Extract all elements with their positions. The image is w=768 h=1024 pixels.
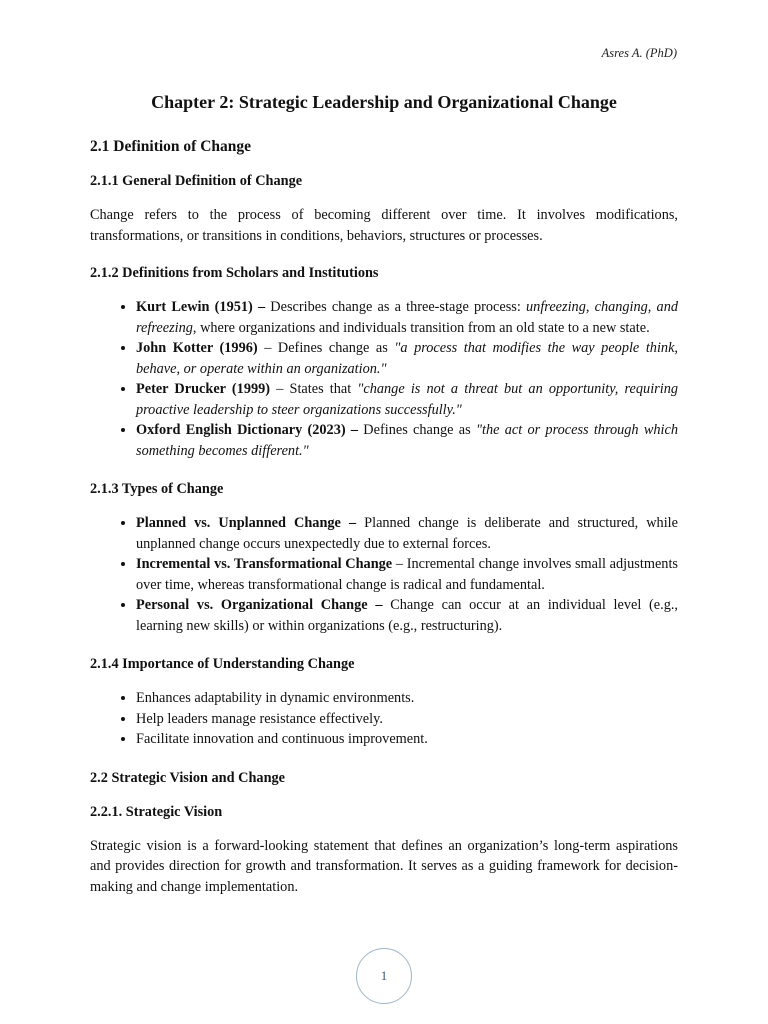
section-2-2-heading: 2.2 Strategic Vision and Change (90, 769, 286, 786)
item-bold: Planned vs. Unplanned Change – (136, 515, 357, 531)
list-item (136, 297, 678, 338)
list-item (136, 513, 678, 554)
item-text: Change can occur at an individual level (e.g., learning new skills) or within organizations (e.g., restructuring). (136, 597, 678, 634)
section-2-1-1-heading: 2.1.1 General Definition of Change (90, 173, 303, 189)
item-text: Planned change is deliberate and structured, while unplanned change occurs unexpectedly due to external forces. (136, 515, 678, 552)
types-of-change-list (90, 513, 678, 636)
item-text: Describes change as a three-stage process: (265, 299, 527, 315)
list-item (136, 554, 678, 595)
list-item: • Enhances adaptability in dynamic environments. (136, 688, 678, 709)
section-2-1-3-heading: 2.1.3 Types of Change (90, 481, 224, 497)
page-number-badge: 1 (356, 948, 412, 1004)
section-2-1-1-body: Change refers to the process of becoming different over time. It involves modifications, transformations, or transitions in conditions, behaviors, structures or processes. (90, 207, 678, 244)
list-item (136, 379, 678, 420)
item-bold: Incremental vs. Transformational Change (136, 556, 393, 572)
item-tail: , where organizations and individuals transition from an old state to a new state. (192, 319, 650, 336)
item-bold: Oxford English Dictionary (2023) – (136, 422, 359, 438)
scholar-definitions-list (90, 297, 678, 461)
section-2-2-1-body: Strategic vision is a forward-looking statement that defines an organization’s long-term aspirations and provides direction for growth and transformation. It serves as a guiding framework for decision-making and change implementation. (90, 837, 678, 895)
chapter-title: Chapter 2: Strategic Leadership and Organizational Change (151, 92, 617, 112)
section-2-2-1-heading: 2.2.1. Strategic Vision (90, 803, 223, 820)
item-bold: Personal vs. Organizational Change – (136, 597, 383, 613)
item-text: – Defines change as (257, 340, 395, 356)
item-italic: "the act or process through which something becomes different." (136, 422, 679, 459)
item-text: Defines change as (358, 422, 476, 438)
item-bold: Kurt Lewin (1951) – (136, 299, 266, 315)
item-italic: "a process that modifies the way people think, behave, or operate within an organization." (136, 340, 678, 377)
section-2-1-2-heading: 2.1.2 Definitions from Scholars and Institutions (90, 265, 379, 281)
importance-list (90, 688, 678, 750)
item-text: – Incremental change involves small adjustments over time, whereas transformational change is radical and fundamental. (136, 556, 678, 593)
list-item (136, 595, 678, 636)
running-head-author: Asres A. (PhD) (601, 46, 677, 60)
section-2-1-heading: 2.1 Definition of Change (90, 138, 252, 155)
section-2-1-4-heading: 2.1.4 Importance of Understanding Change (90, 656, 355, 672)
list-item (136, 420, 678, 461)
list-item: • Facilitate innovation and continuous improvement. (136, 729, 678, 750)
list-item (136, 338, 678, 379)
page-content (90, 137, 678, 914)
item-bold: Peter Drucker (1999) (136, 381, 271, 397)
item-italic: "change is not a threat but an opportunity, requiring proactive leadership to steer organizations successfully." (136, 381, 678, 418)
item-text: – States that (270, 381, 358, 397)
list-item: • Help leaders manage resistance effectively. (136, 709, 678, 730)
item-bold: John Kotter (1996) (136, 340, 258, 356)
item-italic: unfreezing, changing, and refreezing (136, 299, 678, 336)
